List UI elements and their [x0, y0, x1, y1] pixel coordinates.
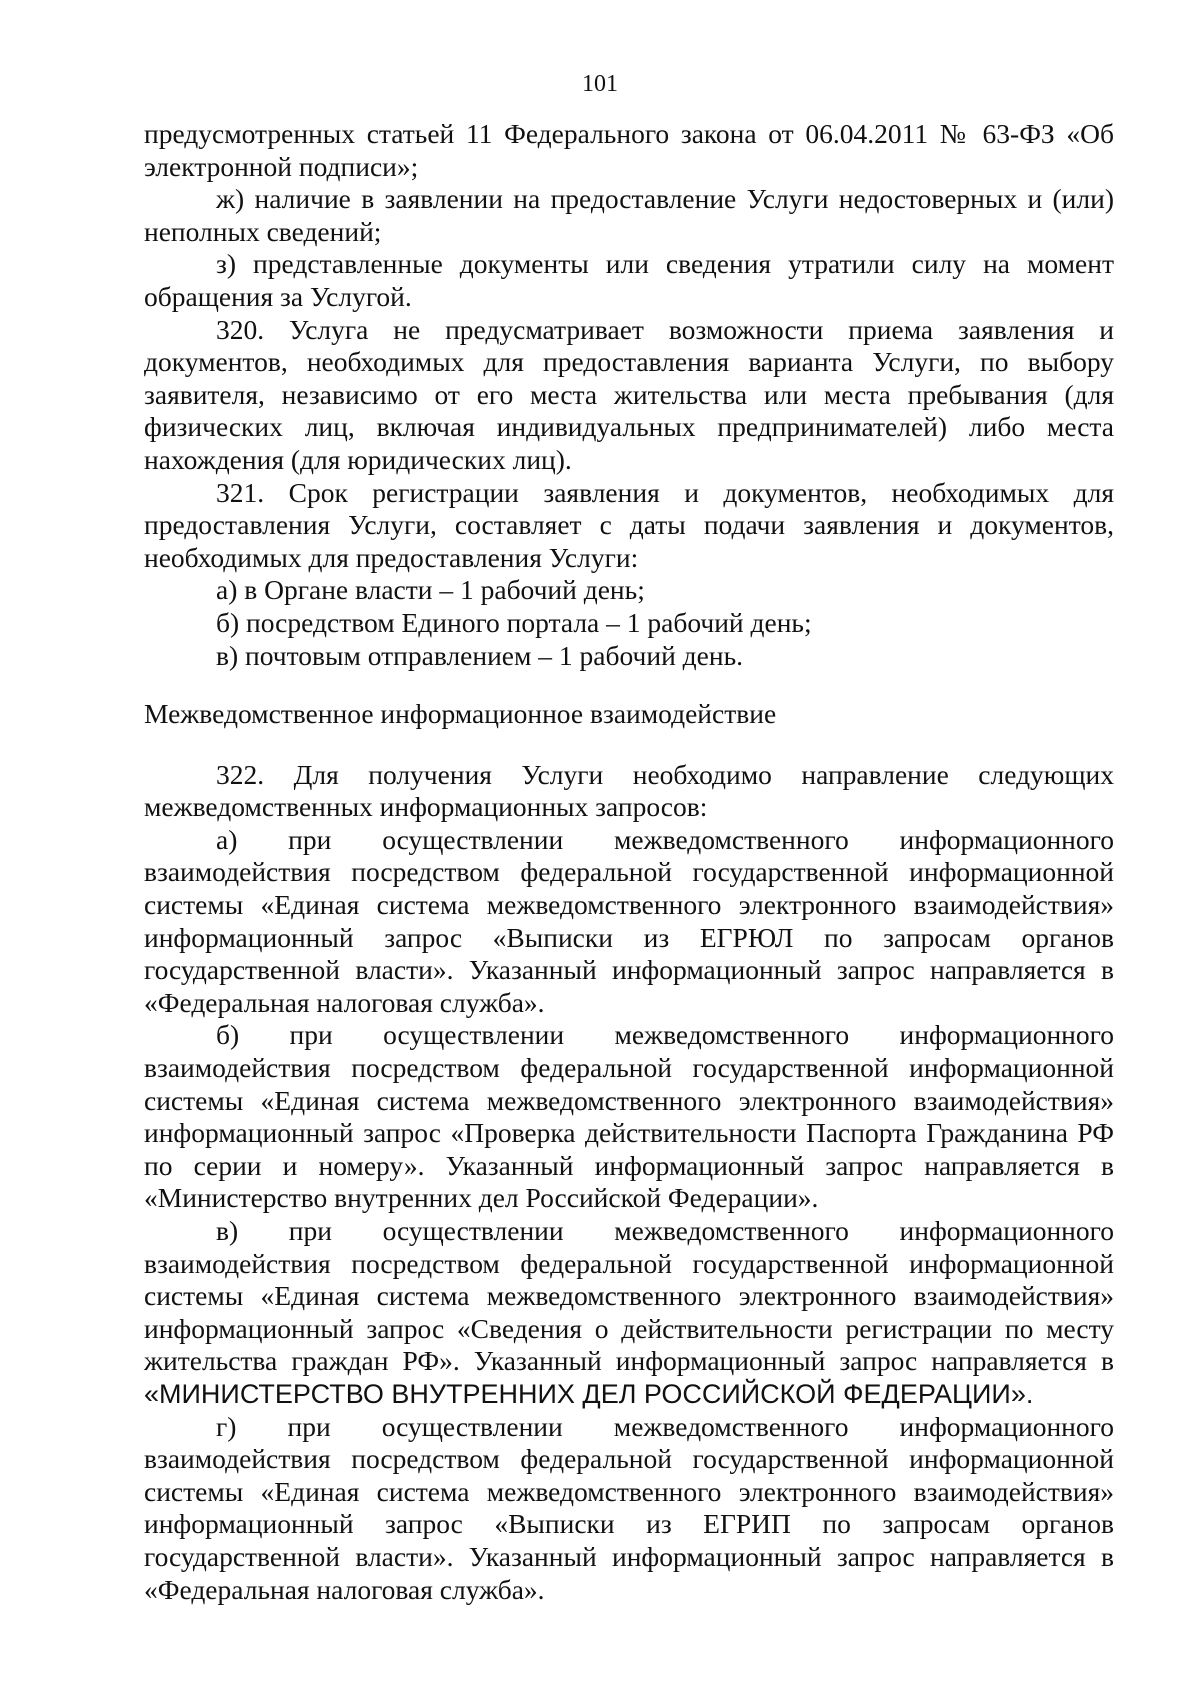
paragraph-item-zh: ж) наличие в заявлении на предоставление Услуги недостоверных и (или) неполных сведений;	[144, 183, 1114, 247]
paragraph-322-v-caps: «МИНИСТЕРСТВО ВНУТРЕННИХ ДЕЛ РОССИЙСКОЙ ФЕДЕРАЦИИ».	[144, 1378, 1034, 1409]
paragraph-continuation: предусмотренных статьей 11 Федерального закона от 06.04.2011 № 63-ФЗ «Об электронной подписи»;	[144, 118, 1114, 182]
paragraph-322: 322. Для получения Услуги необходимо направление следующих межведомственных информационных запросов:	[144, 758, 1114, 823]
paragraph-322-v	[144, 1215, 1114, 1411]
paragraph-321: 321. Срок регистрации заявления и документов, необходимых для предоставления Услуги, составляет с даты подачи заявления и документов, необходимых для предоставления Услуги:	[144, 476, 1114, 573]
document-body	[144, 118, 1114, 1606]
paragraph-322-g: г) при осуществлении межведомственного информационного взаимодействия посредством федеральной государственной информационной системы «Единая система межведомственного электронного взаимодействия» информационный запрос «Выписки из ЕГРИП по запросам органов государственной власти». Указанный информационный запрос направляется в «Федеральная налоговая служба».	[144, 1410, 1114, 1605]
paragraph-321-a: а) в Органе власти – 1 рабочий день;	[216, 574, 645, 606]
paragraph-322-v-text: в) при осуществлении межведомственного информационного взаимодействия посредством федеральной государственной информационной системы «Единая система межведомственного электронного взаимодействия» информационный запрос «Сведения о действительности регистрации по месту жительства граждан РФ». Указанный информационный запрос направляется в	[144, 1215, 1114, 1377]
paragraph-322-a: а) при осуществлении межведомственного информационного взаимодействия посредством федеральной государственной информационной системы «Единая система межведомственного электронного взаимодействия» информационный запрос «Выписки из ЕГРЮЛ по запросам органов государственной власти». Указанный информационный запрос направляется в «Федеральная налоговая служба».	[144, 823, 1114, 1018]
paragraph-322-b: б) при осуществлении межведомственного информационного взаимодействия посредством федеральной государственной информационной системы «Единая система межведомственного электронного взаимодействия» информационный запрос «Проверка действительности Паспорта Гражданина РФ по серии и номеру». Указанный информационный запрос направляется в «Министерство внутренних дел Российской Федерации».	[144, 1019, 1114, 1214]
paragraph-321-v: в) почтовым отправлением – 1 рабочий день.	[216, 639, 743, 671]
paragraph-item-z: з) представленные документы или сведения утратили силу на момент обращения за Услугой.	[144, 248, 1114, 312]
paragraph-320: 320. Услуга не предусматривает возможности приема заявления и документов, необходимых для предоставления варианта Услуги, по выбору заявителя, независимо от его места жительства или места пребывания (для физических лиц, включая индивидуальных предпринимателей) либо места нахождения (для юридических лиц).	[144, 313, 1114, 475]
page-number: 101	[582, 71, 618, 97]
section-heading: Межведомственное информационное взаимодействие	[144, 698, 777, 730]
paragraph-321-b: б) посредством Единого портала – 1 рабочий день;	[216, 606, 812, 638]
